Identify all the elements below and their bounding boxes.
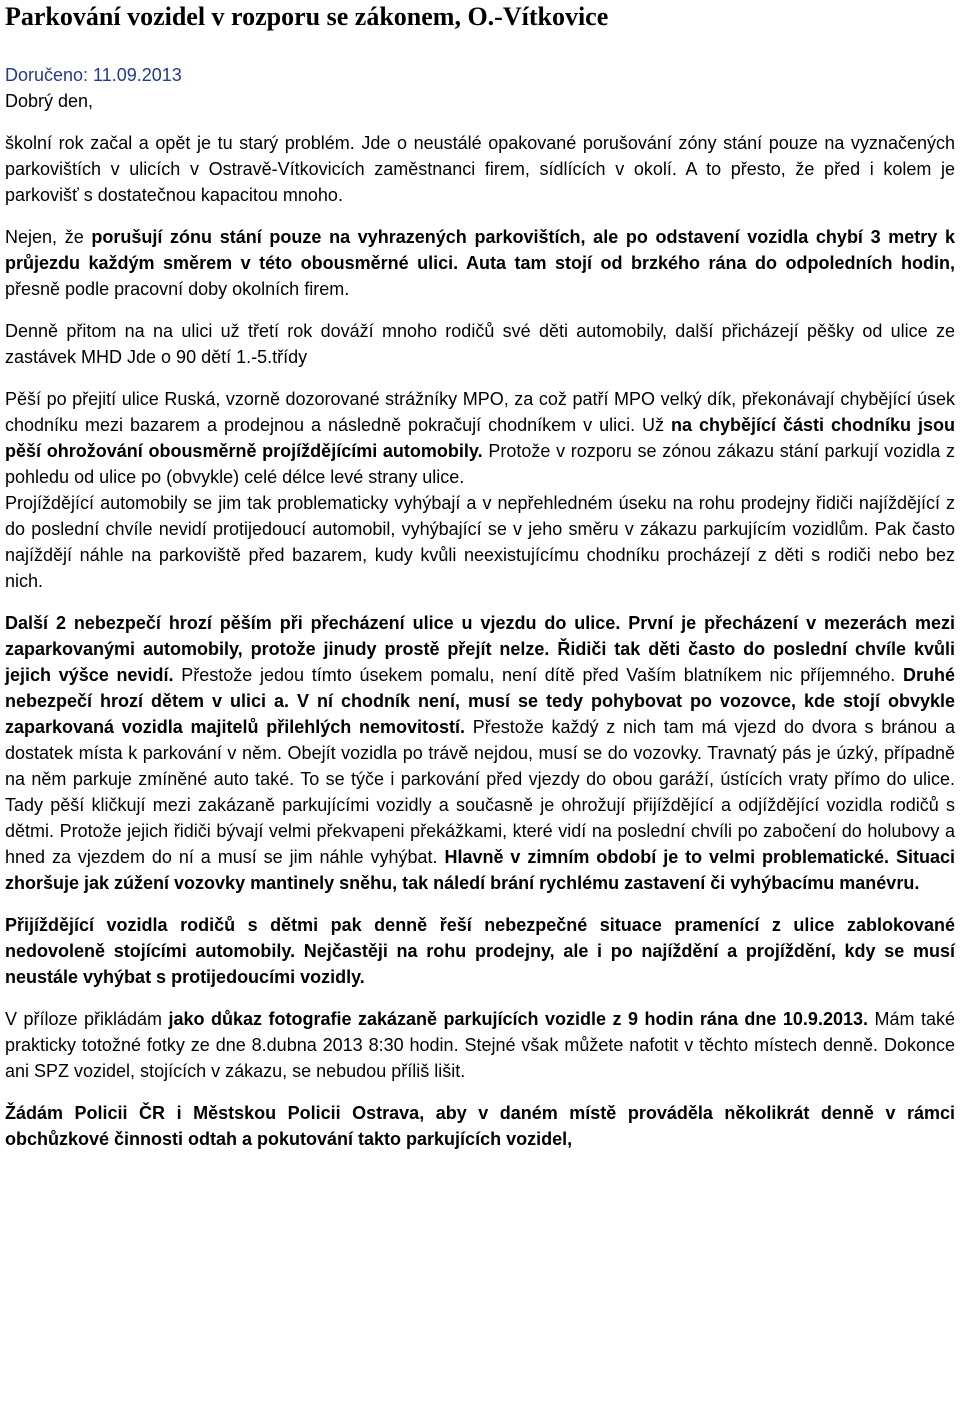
text-run: Přestože každý z nich tam má vjezd do dvora s bránou a dostatek místa k parkování v něm. Obejít vozidla po trávě nejdou, musí se do vozovky. Travnatý pás je úzký, případně na něm parkuje zmíněné auto také. To se týče i parkování před vjezdy do obou garáží, ústících vraty přímo do ulice. Tady pěší kličkují mezi zakázaně parkujícími vozidly a současně je ohrožují přijíždějící a odjíždějící vozidla rodičů s dětmi. Protože jejich řidiči bývají velmi překvapeni překážkami, které vidí na poslední chvíli po zabočení do holubovy a hned za vjezdem do ní a musí se jim náhle vyhýbat. [5, 717, 955, 867]
text-run: Pěší po přejití ulice Ruská, vzorně dozorované strážníky MPO, za což patří MPO velký dík, překonávají chybějící úsek chodníku mezi bazarem a prodejnou a následně pokračují chodníkem v ulici. Už [5, 389, 955, 435]
delivered-date: Doručeno: 11.09.2013 [5, 65, 182, 85]
paragraph [5, 318, 955, 370]
text-run: Mám také prakticky totožné fotky ze dne 8.dubna 2013 8:30 hodin. Stejné však můžete nafotit v těchto místech denně. Dokonce ani SPZ vozidel, stojících v zákazu, se nebudou příliš lišit. [5, 1009, 955, 1081]
bold-text-run: jako důkaz fotografie zakázaně parkujících vozidle z 9 hodin rána dne 10.9.2013. [168, 1009, 868, 1029]
bold-text-run: Přijíždějící vozidla rodičů s dětmi pak denně řeší nebezpečné situace pramenící z ulice zablokované nedovoleně stojícími automobily. Nejčastěji na rohu prodejny, ale i po najíždění a projíždění, kdy se musí neustále vyhýbat s protijedoucími vozidly. [5, 915, 955, 987]
text-run: Protože v rozporu se zónou zákazu stání parkují vozidla z pohledu od ulice po (obvykle) celé délce levé strany ulice. [5, 441, 956, 487]
document-title: Parkování vozidel v rozporu se zákonem, O.-Vítkovice [5, 2, 609, 31]
text-run: Denně přitom na na ulici už třetí rok dováží mnoho rodičů své děti automobily, další přicházejí pěšky od ulice ze zastávek MHD Jde o 90 dětí 1.-5.třídy [5, 321, 955, 367]
bold-text-run: Další 2 nebezpečí hrozí pěším při přecházení ulice u vjezdu do ulice. První je přecházení v mezerách mezi zaparkovanými automobily, protože jinudy prostě přejít nelze. Řidiči tak děti často do poslední chvíle kvůli jejich výšce nevidí. [5, 613, 955, 685]
text-run: Projíždějící automobily se jim tak problematicky vyhýbají a v nepřehledném úseku na rohu prodejny řidiči najíždějící z do poslední chvíle nevidí protijedoucí automobil, vyhýbající se v jeho směru v zákazu parkujícím vozidlům. Pak často najíždějí náhle na parkoviště před bazarem, kudy kvůli neexistujícímu chodníku procházejí z děti s rodiči nebo bez nich. [5, 493, 955, 591]
text-run: školní rok začal a opět je tu starý problém. Jde o neustálé opakované porušování zóny stání pouze na vyznačených parkovištích v ulicích v Ostravě-Vítkovicích zaměstnanci firem, sídlících v okolí. A to přesto, že před i kolem je parkovišť s dostatečnou kapacitou mnoho. [5, 133, 955, 205]
bold-text-run: na chybějící části chodníku jsou pěší ohrožování obousměrně projíždějícími automobily. [5, 415, 955, 461]
paragraph [5, 224, 955, 302]
paragraph [5, 912, 955, 990]
document-body [5, 130, 955, 1152]
text-run: Přestože jedou tímto úsekem pomalu, není dítě před Vaším blatníkem nic příjemného. [173, 665, 903, 685]
bold-text-run: Druhé nebezpečí hrozí dětem v ulici a. V ní chodník není, musí se tedy pohybovat po vozovce, kde stojí obvykle zaparkovaná vozidla majitelů přilehlých nemovitostí. [5, 665, 955, 737]
greeting: Dobrý den, [5, 91, 94, 111]
bold-text-run: Hlavně v zimním období je to velmi problematické. Situaci zhoršuje jak zúžení vozovky mantinely sněhu, tak náledí brání rychlému zastavení či vyhýbacímu manévru. [5, 847, 956, 893]
paragraph [5, 610, 955, 896]
paragraph [5, 490, 955, 594]
bold-text-run: Žádám Policii ČR i Městskou Policii Ostrava, aby v daném místě prováděla několikrát denně v rámci obchůzkové činnosti odtah a pokutování takto parkujících vozidel, [5, 1103, 955, 1149]
paragraph [5, 1006, 955, 1084]
bold-text-run: porušují zónu stání pouze na vyhrazených parkovištích, ale po odstavení vozidla chybí 3 metry k průjezdu každým směrem v této obousměrné ulici. Auta tam stojí od brzkého rána do odpoledních hodin, [5, 227, 955, 273]
text-run: přesně podle pracovní doby okolních firem. [5, 279, 350, 299]
text-run: V příloze přikládám [5, 1009, 169, 1029]
paragraph [5, 130, 955, 208]
paragraph [5, 1100, 955, 1152]
paragraph [5, 386, 955, 490]
text-run: Nejen, že [5, 227, 92, 247]
